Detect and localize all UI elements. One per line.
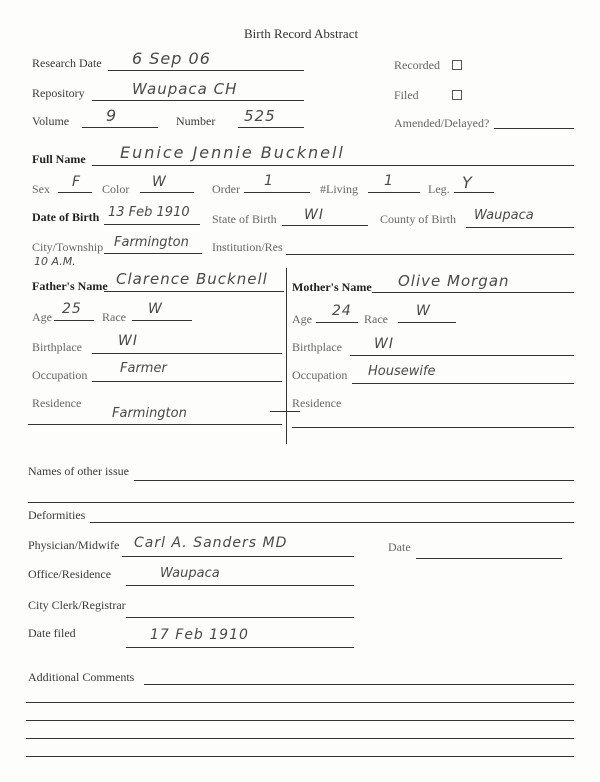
physician-line [122,556,354,557]
research-date-label: Research Date [32,56,102,70]
state-of-birth-line [282,225,368,226]
research-date-line [108,70,304,71]
date-filed-label: Date filed [28,626,76,640]
father-age-label: Age [32,310,52,324]
institution-label: Institution/Res [212,240,283,254]
research-date-value[interactable]: 6 Sep 06 [132,49,211,68]
comments-line-4 [26,738,574,739]
comments-line-5 [26,756,574,757]
father-name-label: Father's Name [32,279,108,293]
volume-value[interactable]: 9 [106,106,118,125]
amended-label: Amended/Delayed? [394,116,490,130]
living-value[interactable]: 1 [384,173,394,189]
color-value[interactable]: W [152,174,167,190]
mother-age-line [316,322,358,323]
order-value[interactable]: 1 [264,173,274,189]
sex-label: Sex [32,182,50,196]
amended-line [494,128,574,129]
color-line [140,192,194,193]
color-label: Color [102,182,130,196]
mother-name-label: Mother's Name [292,280,372,294]
state-of-birth-label: State of Birth [212,212,277,226]
dob-line [104,224,200,225]
birth-time-note: 10 A.M. [34,255,76,268]
repository-label: Repository [32,86,85,100]
comments-line-3 [26,720,574,721]
father-birthplace-label: Birthplace [32,340,82,354]
deformities-line [90,522,574,523]
father-race-label: Race [102,310,126,324]
father-birthplace-line [92,353,282,354]
father-race-line [132,320,192,321]
leg-label: Leg. [428,182,450,196]
volume-label: Volume [32,114,70,128]
city-clerk-line [126,617,354,618]
mother-race-line [398,322,456,323]
father-birthplace-value[interactable]: WI [118,333,138,349]
recorded-label: Recorded [394,58,440,72]
number-line [238,127,304,128]
dob-label: Date of Birth [32,210,100,224]
comments-line-1 [144,684,574,685]
mother-age-label: Age [292,312,312,326]
state-of-birth-value[interactable]: WI [304,207,324,223]
order-line [244,192,310,193]
number-value[interactable]: 525 [244,107,276,125]
mother-age-value[interactable]: 24 [332,303,352,319]
deformities-label: Deformities [28,508,86,522]
full-name-line [92,165,574,166]
father-residence-value[interactable]: Farmington [112,406,187,421]
additional-comments-label: Additional Comments [28,670,135,684]
order-label: Order [212,182,240,196]
repository-line [92,100,304,101]
comments-line-2 [26,702,574,703]
office-residence-label: Office/Residence [28,567,112,581]
living-label: #Living [320,182,358,196]
mother-occupation-value[interactable]: Housewife [368,364,436,379]
county-of-birth-value[interactable]: Waupaca [474,208,534,223]
mother-birthplace-label: Birthplace [292,340,342,354]
dob-value[interactable]: 13 Feb 1910 [108,205,190,220]
county-of-birth-label: County of Birth [380,212,457,226]
office-residence-line [126,585,354,586]
mother-birthplace-value[interactable]: WI [374,336,394,352]
column-divider [286,268,287,444]
mother-name-value[interactable]: Olive Morgan [398,272,510,290]
date-filed-value[interactable]: 17 Feb 1910 [150,627,249,643]
repository-value[interactable]: Waupaca CH [132,80,238,98]
recorded-checkbox[interactable] [452,60,462,70]
date-filed-line [126,647,354,648]
mother-residence-line [292,427,574,428]
father-race-value[interactable]: W [148,301,163,317]
sex-line [58,192,92,193]
physician-value[interactable]: Carl A. Sanders MD [134,535,288,551]
date-label: Date [388,540,411,554]
city-clerk-label: City Clerk/Registrar [28,598,126,612]
mother-race-value[interactable]: W [416,303,431,319]
city-township-value[interactable]: Farmington [114,235,189,250]
leg-value[interactable]: Y [462,173,473,192]
other-issue-line-2 [28,502,574,503]
city-township-label: City/Township [32,240,104,254]
filed-label: Filed [394,88,419,102]
father-name-line [104,291,284,292]
father-age-line [54,320,94,321]
page-title: Birth Record Abstract [244,26,359,41]
county-of-birth-line [466,227,574,228]
city-township-line [104,253,202,254]
father-occupation-line [92,381,282,382]
father-occupation-value[interactable]: Farmer [120,361,167,376]
full-name-value[interactable]: Eunice Jennie Bucknell [120,143,345,162]
father-residence-label: Residence [32,396,82,410]
number-label: Number [176,114,216,128]
physician-label: Physician/Midwife [28,538,120,552]
residence-tick-mark [270,411,300,412]
mother-race-label: Race [364,312,388,326]
date-line [416,558,562,559]
mother-occupation-label: Occupation [292,368,348,382]
mother-residence-label: Residence [292,396,342,410]
mother-birthplace-line [350,355,574,356]
leg-line [454,192,494,193]
sex-value[interactable]: F [72,174,82,190]
father-age-value[interactable]: 25 [62,301,82,317]
father-name-value[interactable]: Clarence Bucknell [116,270,268,288]
volume-line [82,127,158,128]
filed-checkbox[interactable] [452,90,462,100]
mother-name-line [372,292,574,293]
other-issue-line [134,480,574,481]
office-residence-value[interactable]: Waupaca [160,566,220,581]
mother-occupation-line [352,383,574,384]
full-name-label: Full Name [32,152,86,166]
living-line [368,192,420,193]
institution-line [286,254,574,255]
father-residence-line [28,424,282,425]
other-issue-label: Names of other issue [28,464,129,478]
father-occupation-label: Occupation [32,368,88,382]
